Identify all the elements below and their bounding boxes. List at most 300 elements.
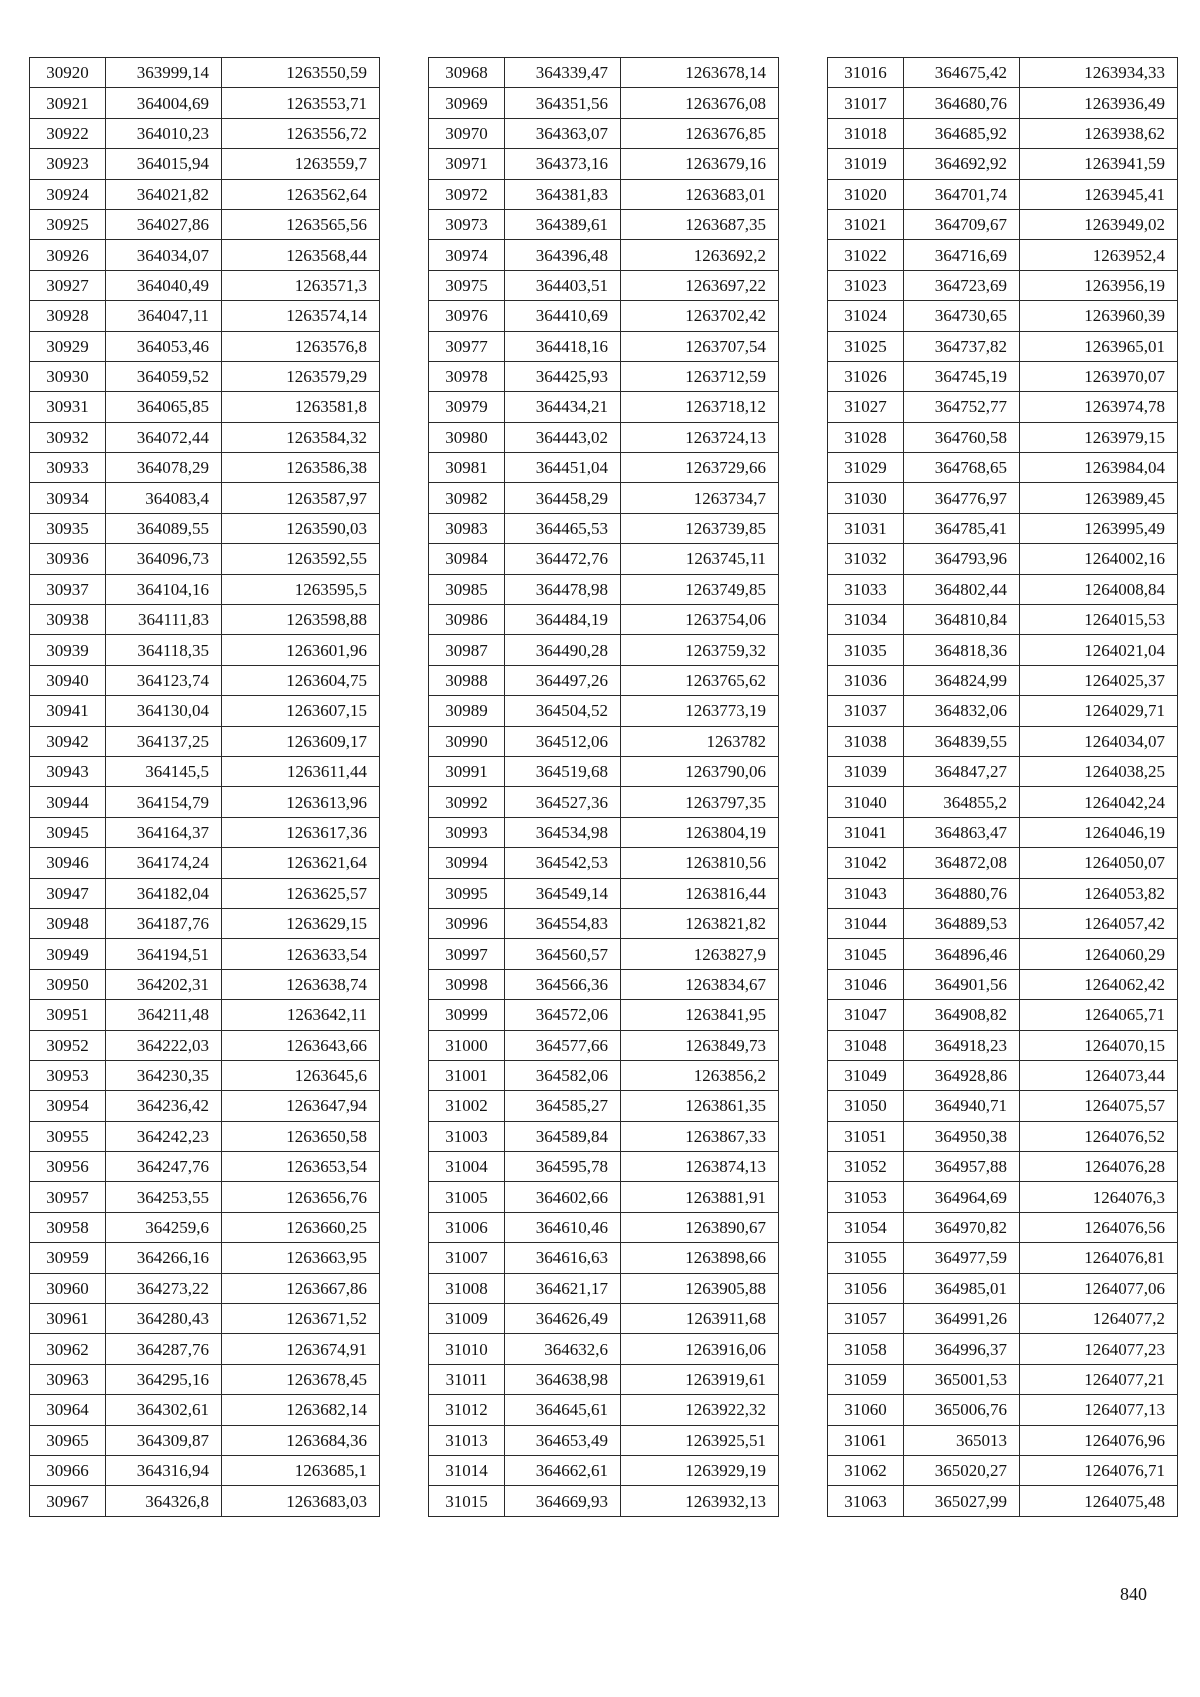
x-coordinate-cell: 364194,51 [106,939,222,969]
table-row [828,453,1178,483]
point-number-cell: 31059 [828,1364,904,1394]
y-coordinate-cell: 1263611,44 [222,756,380,786]
y-coordinate-cell: 1263797,35 [621,787,779,817]
y-coordinate-cell: 1263979,15 [1020,422,1178,452]
x-coordinate-cell: 364512,06 [505,726,621,756]
y-coordinate-cell: 1263576,8 [222,331,380,361]
y-coordinate-cell: 1263679,16 [621,149,779,179]
point-number-cell: 31020 [828,179,904,209]
y-coordinate-cell: 1264075,57 [1020,1091,1178,1121]
y-coordinate-cell: 1264034,07 [1020,726,1178,756]
x-coordinate-cell: 364078,29 [106,453,222,483]
point-number-cell: 30989 [429,696,505,726]
x-coordinate-cell: 365027,99 [904,1486,1020,1516]
y-coordinate-cell: 1264077,06 [1020,1273,1178,1303]
y-coordinate-cell: 1263684,36 [222,1425,380,1455]
point-number-cell: 31003 [429,1121,505,1151]
point-number-cell: 31018 [828,118,904,148]
y-coordinate-cell: 1263553,71 [222,88,380,118]
y-coordinate-cell: 1263683,01 [621,179,779,209]
x-coordinate-cell: 364572,06 [505,1000,621,1030]
table-row [30,1212,380,1242]
x-coordinate-cell: 364497,26 [505,665,621,695]
table-row [828,301,1178,331]
point-number-cell: 31032 [828,544,904,574]
point-number-cell: 31025 [828,331,904,361]
y-coordinate-cell: 1263568,44 [222,240,380,270]
point-number-cell: 30961 [30,1304,106,1334]
table-row [429,696,779,726]
table-row [30,301,380,331]
point-number-cell: 31043 [828,878,904,908]
x-coordinate-cell: 364174,24 [106,848,222,878]
point-number-cell: 31022 [828,240,904,270]
y-coordinate-cell: 1263676,85 [621,118,779,148]
y-coordinate-cell: 1264076,96 [1020,1425,1178,1455]
x-coordinate-cell: 364616,63 [505,1243,621,1273]
point-number-cell: 30995 [429,878,505,908]
y-coordinate-cell: 1263936,49 [1020,88,1178,118]
coordinates-table-3 [827,57,1178,1517]
table-row [828,1030,1178,1060]
point-number-cell: 30983 [429,513,505,543]
x-coordinate-cell: 364236,42 [106,1091,222,1121]
y-coordinate-cell: 1263861,35 [621,1091,779,1121]
y-coordinate-cell: 1263643,66 [222,1030,380,1060]
point-number-cell: 30962 [30,1334,106,1364]
table-row [30,817,380,847]
coordinates-table-2 [428,57,779,1517]
point-number-cell: 30973 [429,209,505,239]
table-row [828,1182,1178,1212]
y-coordinate-cell: 1264073,44 [1020,1060,1178,1090]
y-coordinate-cell: 1263625,57 [222,878,380,908]
table-row [828,908,1178,938]
x-coordinate-cell: 365020,27 [904,1455,1020,1485]
x-coordinate-cell: 364662,61 [505,1455,621,1485]
x-coordinate-cell: 364111,83 [106,605,222,635]
table-row [429,392,779,422]
y-coordinate-cell: 1263974,78 [1020,392,1178,422]
table-row [30,1486,380,1516]
y-coordinate-cell: 1263956,19 [1020,270,1178,300]
table-row [30,149,380,179]
x-coordinate-cell: 364839,55 [904,726,1020,756]
y-coordinate-cell: 1263642,11 [222,1000,380,1030]
x-coordinate-cell: 364425,93 [505,361,621,391]
point-number-cell: 31055 [828,1243,904,1273]
table-row [429,1243,779,1273]
point-number-cell: 30954 [30,1091,106,1121]
point-number-cell: 31056 [828,1273,904,1303]
point-number-cell: 31007 [429,1243,505,1273]
point-number-cell: 30988 [429,665,505,695]
point-number-cell: 30941 [30,696,106,726]
x-coordinate-cell: 364582,06 [505,1060,621,1090]
y-coordinate-cell: 1264075,48 [1020,1486,1178,1516]
point-number-cell: 30953 [30,1060,106,1090]
point-number-cell: 31030 [828,483,904,513]
x-coordinate-cell: 364137,25 [106,726,222,756]
x-coordinate-cell: 364847,27 [904,756,1020,786]
table-row [828,635,1178,665]
table-row [828,361,1178,391]
x-coordinate-cell: 364730,65 [904,301,1020,331]
table-row [429,1304,779,1334]
point-number-cell: 31031 [828,513,904,543]
x-coordinate-cell: 364211,48 [106,1000,222,1030]
point-number-cell: 31029 [828,453,904,483]
x-coordinate-cell: 364130,04 [106,696,222,726]
x-coordinate-cell: 364824,99 [904,665,1020,695]
point-number-cell: 30958 [30,1212,106,1242]
point-number-cell: 30926 [30,240,106,270]
table-row [429,969,779,999]
table-row [30,1425,380,1455]
x-coordinate-cell: 364222,03 [106,1030,222,1060]
y-coordinate-cell: 1263929,19 [621,1455,779,1485]
y-coordinate-cell: 1264062,42 [1020,969,1178,999]
x-coordinate-cell: 364484,19 [505,605,621,635]
table-row [429,1182,779,1212]
y-coordinate-cell: 1264053,82 [1020,878,1178,908]
x-coordinate-cell: 364351,56 [505,88,621,118]
table-row [429,270,779,300]
point-number-cell: 30969 [429,88,505,118]
table-row [429,240,779,270]
table-row [30,1091,380,1121]
point-number-cell: 30932 [30,422,106,452]
point-number-cell: 30963 [30,1364,106,1394]
x-coordinate-cell: 364585,27 [505,1091,621,1121]
table-row [429,635,779,665]
x-coordinate-cell: 364549,14 [505,878,621,908]
x-coordinate-cell: 364458,29 [505,483,621,513]
x-coordinate-cell: 364202,31 [106,969,222,999]
point-number-cell: 31005 [429,1182,505,1212]
point-number-cell: 31049 [828,1060,904,1090]
table-row [429,301,779,331]
x-coordinate-cell: 364760,58 [904,422,1020,452]
point-number-cell: 30939 [30,635,106,665]
point-number-cell: 30966 [30,1455,106,1485]
y-coordinate-cell: 1263849,73 [621,1030,779,1060]
y-coordinate-cell: 1263562,64 [222,179,380,209]
x-coordinate-cell: 364985,01 [904,1273,1020,1303]
table-row [828,179,1178,209]
table-row [429,1060,779,1090]
x-coordinate-cell: 364680,76 [904,88,1020,118]
x-coordinate-cell: 364287,76 [106,1334,222,1364]
y-coordinate-cell: 1263995,49 [1020,513,1178,543]
point-number-cell: 30976 [429,301,505,331]
table-row [429,878,779,908]
x-coordinate-cell: 364896,46 [904,939,1020,969]
y-coordinate-cell: 1264002,16 [1020,544,1178,574]
x-coordinate-cell: 364259,6 [106,1212,222,1242]
y-coordinate-cell: 1263613,96 [222,787,380,817]
point-number-cell: 30960 [30,1273,106,1303]
point-number-cell: 30921 [30,88,106,118]
table-row [828,817,1178,847]
x-coordinate-cell: 365013 [904,1425,1020,1455]
y-coordinate-cell: 1263617,36 [222,817,380,847]
x-coordinate-cell: 364145,5 [106,756,222,786]
point-number-cell: 30951 [30,1000,106,1030]
y-coordinate-cell: 1263571,3 [222,270,380,300]
point-number-cell: 30924 [30,179,106,209]
table-row [828,1304,1178,1334]
y-coordinate-cell: 1263702,42 [621,301,779,331]
x-coordinate-cell: 364855,2 [904,787,1020,817]
x-coordinate-cell: 364451,04 [505,453,621,483]
y-coordinate-cell: 1263660,25 [222,1212,380,1242]
point-number-cell: 30927 [30,270,106,300]
point-number-cell: 30959 [30,1243,106,1273]
table-row [828,1212,1178,1242]
table-row [828,1091,1178,1121]
y-coordinate-cell: 1263682,14 [222,1395,380,1425]
x-coordinate-cell: 363999,14 [106,58,222,88]
table-row [429,787,779,817]
table-row [828,1364,1178,1394]
x-coordinate-cell: 364182,04 [106,878,222,908]
y-coordinate-cell: 1263898,66 [621,1243,779,1273]
table-row [429,1273,779,1303]
table-row [828,118,1178,148]
table-row [30,270,380,300]
y-coordinate-cell: 1263587,97 [222,483,380,513]
table-row [30,1364,380,1394]
x-coordinate-cell: 364802,44 [904,574,1020,604]
table-row [429,1212,779,1242]
point-number-cell: 30952 [30,1030,106,1060]
point-number-cell: 31036 [828,665,904,695]
table-row [828,88,1178,118]
table-row [828,726,1178,756]
y-coordinate-cell: 1264076,81 [1020,1243,1178,1273]
x-coordinate-cell: 364554,83 [505,908,621,938]
table-row [828,544,1178,574]
y-coordinate-cell: 1263663,95 [222,1243,380,1273]
point-number-cell: 31058 [828,1334,904,1364]
table-row [30,1455,380,1485]
y-coordinate-cell: 1263685,1 [222,1455,380,1485]
x-coordinate-cell: 364230,35 [106,1060,222,1090]
point-number-cell: 30999 [429,1000,505,1030]
point-number-cell: 30922 [30,118,106,148]
x-coordinate-cell: 364872,08 [904,848,1020,878]
x-coordinate-cell: 364280,43 [106,1304,222,1334]
table-row [30,1243,380,1273]
point-number-cell: 30992 [429,787,505,817]
point-number-cell: 31017 [828,88,904,118]
y-coordinate-cell: 1263629,15 [222,908,380,938]
table-row [30,1030,380,1060]
y-coordinate-cell: 1264025,37 [1020,665,1178,695]
table-row [828,939,1178,969]
point-number-cell: 31045 [828,939,904,969]
coordinates-table-1 [29,57,380,1517]
table-row [30,544,380,574]
point-number-cell: 30934 [30,483,106,513]
point-number-cell: 30936 [30,544,106,574]
x-coordinate-cell: 364638,98 [505,1364,621,1394]
y-coordinate-cell: 1263609,17 [222,726,380,756]
point-number-cell: 31044 [828,908,904,938]
table-row [30,665,380,695]
y-coordinate-cell: 1263687,35 [621,209,779,239]
table-row [30,483,380,513]
point-number-cell: 31002 [429,1091,505,1121]
y-coordinate-cell: 1263881,91 [621,1182,779,1212]
x-coordinate-cell: 364889,53 [904,908,1020,938]
y-coordinate-cell: 1263984,04 [1020,453,1178,483]
table-row [30,1121,380,1151]
point-number-cell: 31050 [828,1091,904,1121]
y-coordinate-cell: 1263960,39 [1020,301,1178,331]
point-number-cell: 31053 [828,1182,904,1212]
table-row [429,209,779,239]
table-row [30,908,380,938]
x-coordinate-cell: 364716,69 [904,240,1020,270]
x-coordinate-cell: 364187,76 [106,908,222,938]
table-row [429,453,779,483]
x-coordinate-cell: 364621,17 [505,1273,621,1303]
x-coordinate-cell: 364247,76 [106,1152,222,1182]
table-row [30,1395,380,1425]
x-coordinate-cell: 364928,86 [904,1060,1020,1090]
x-coordinate-cell: 364692,92 [904,149,1020,179]
table-row [30,696,380,726]
x-coordinate-cell: 364015,94 [106,149,222,179]
x-coordinate-cell: 364004,69 [106,88,222,118]
y-coordinate-cell: 1263581,8 [222,392,380,422]
table-row [30,939,380,969]
y-coordinate-cell: 1263556,72 [222,118,380,148]
y-coordinate-cell: 1263827,9 [621,939,779,969]
table-row [828,149,1178,179]
x-coordinate-cell: 364096,73 [106,544,222,574]
y-coordinate-cell: 1263932,13 [621,1486,779,1516]
point-number-cell: 30977 [429,331,505,361]
table-row [30,331,380,361]
table-row [429,513,779,543]
y-coordinate-cell: 1263678,45 [222,1364,380,1394]
y-coordinate-cell: 1263647,94 [222,1091,380,1121]
x-coordinate-cell: 364059,52 [106,361,222,391]
y-coordinate-cell: 1263697,22 [621,270,779,300]
table-row [429,483,779,513]
y-coordinate-cell: 1263604,75 [222,665,380,695]
x-coordinate-cell: 364519,68 [505,756,621,786]
table-row [828,1152,1178,1182]
y-coordinate-cell: 1264060,29 [1020,939,1178,969]
y-coordinate-cell: 1264008,84 [1020,574,1178,604]
y-coordinate-cell: 1263841,95 [621,1000,779,1030]
y-coordinate-cell: 1263633,54 [222,939,380,969]
y-coordinate-cell: 1263919,61 [621,1364,779,1394]
x-coordinate-cell: 364723,69 [904,270,1020,300]
table-row [828,270,1178,300]
point-number-cell: 31038 [828,726,904,756]
x-coordinate-cell: 364389,61 [505,209,621,239]
table-row [429,1030,779,1060]
x-coordinate-cell: 364701,74 [904,179,1020,209]
point-number-cell: 30929 [30,331,106,361]
table-row [828,1121,1178,1151]
x-coordinate-cell: 364991,26 [904,1304,1020,1334]
x-coordinate-cell: 364472,76 [505,544,621,574]
y-coordinate-cell: 1263754,06 [621,605,779,635]
point-number-cell: 31048 [828,1030,904,1060]
table-row [30,453,380,483]
point-number-cell: 31037 [828,696,904,726]
x-coordinate-cell: 364818,36 [904,635,1020,665]
x-coordinate-cell: 364957,88 [904,1152,1020,1182]
x-coordinate-cell: 364504,52 [505,696,621,726]
point-number-cell: 30925 [30,209,106,239]
x-coordinate-cell: 364089,55 [106,513,222,543]
point-number-cell: 31015 [429,1486,505,1516]
y-coordinate-cell: 1263916,06 [621,1334,779,1364]
y-coordinate-cell: 1263595,5 [222,574,380,604]
table-row [30,513,380,543]
x-coordinate-cell: 364577,66 [505,1030,621,1060]
point-number-cell: 30947 [30,878,106,908]
table-row [30,1304,380,1334]
point-number-cell: 31057 [828,1304,904,1334]
point-number-cell: 31046 [828,969,904,999]
x-coordinate-cell: 365001,53 [904,1364,1020,1394]
table-row [828,605,1178,635]
table-row [828,1425,1178,1455]
x-coordinate-cell: 364253,55 [106,1182,222,1212]
page-number: 840 [1120,1584,1147,1604]
x-coordinate-cell: 364381,83 [505,179,621,209]
x-coordinate-cell: 364534,98 [505,817,621,847]
point-number-cell: 30984 [429,544,505,574]
y-coordinate-cell: 1263712,59 [621,361,779,391]
point-number-cell: 30935 [30,513,106,543]
x-coordinate-cell: 364478,98 [505,574,621,604]
y-coordinate-cell: 1263692,2 [621,240,779,270]
x-coordinate-cell: 364295,16 [106,1364,222,1394]
y-coordinate-cell: 1264076,52 [1020,1121,1178,1151]
point-number-cell: 31040 [828,787,904,817]
y-coordinate-cell: 1263749,85 [621,574,779,604]
y-coordinate-cell: 1263816,44 [621,878,779,908]
table-row [429,756,779,786]
y-coordinate-cell: 1263579,29 [222,361,380,391]
table-row [429,118,779,148]
point-number-cell: 31039 [828,756,904,786]
point-number-cell: 31035 [828,635,904,665]
y-coordinate-cell: 1264077,2 [1020,1304,1178,1334]
point-number-cell: 30987 [429,635,505,665]
point-number-cell: 31052 [828,1152,904,1182]
point-number-cell: 30923 [30,149,106,179]
y-coordinate-cell: 1264065,71 [1020,1000,1178,1030]
table-row [30,1182,380,1212]
y-coordinate-cell: 1263945,41 [1020,179,1178,209]
x-coordinate-cell: 364645,61 [505,1395,621,1425]
y-coordinate-cell: 1263821,82 [621,908,779,938]
table-row [429,88,779,118]
table-row [429,179,779,209]
y-coordinate-cell: 1264070,15 [1020,1030,1178,1060]
x-coordinate-cell: 364396,48 [505,240,621,270]
